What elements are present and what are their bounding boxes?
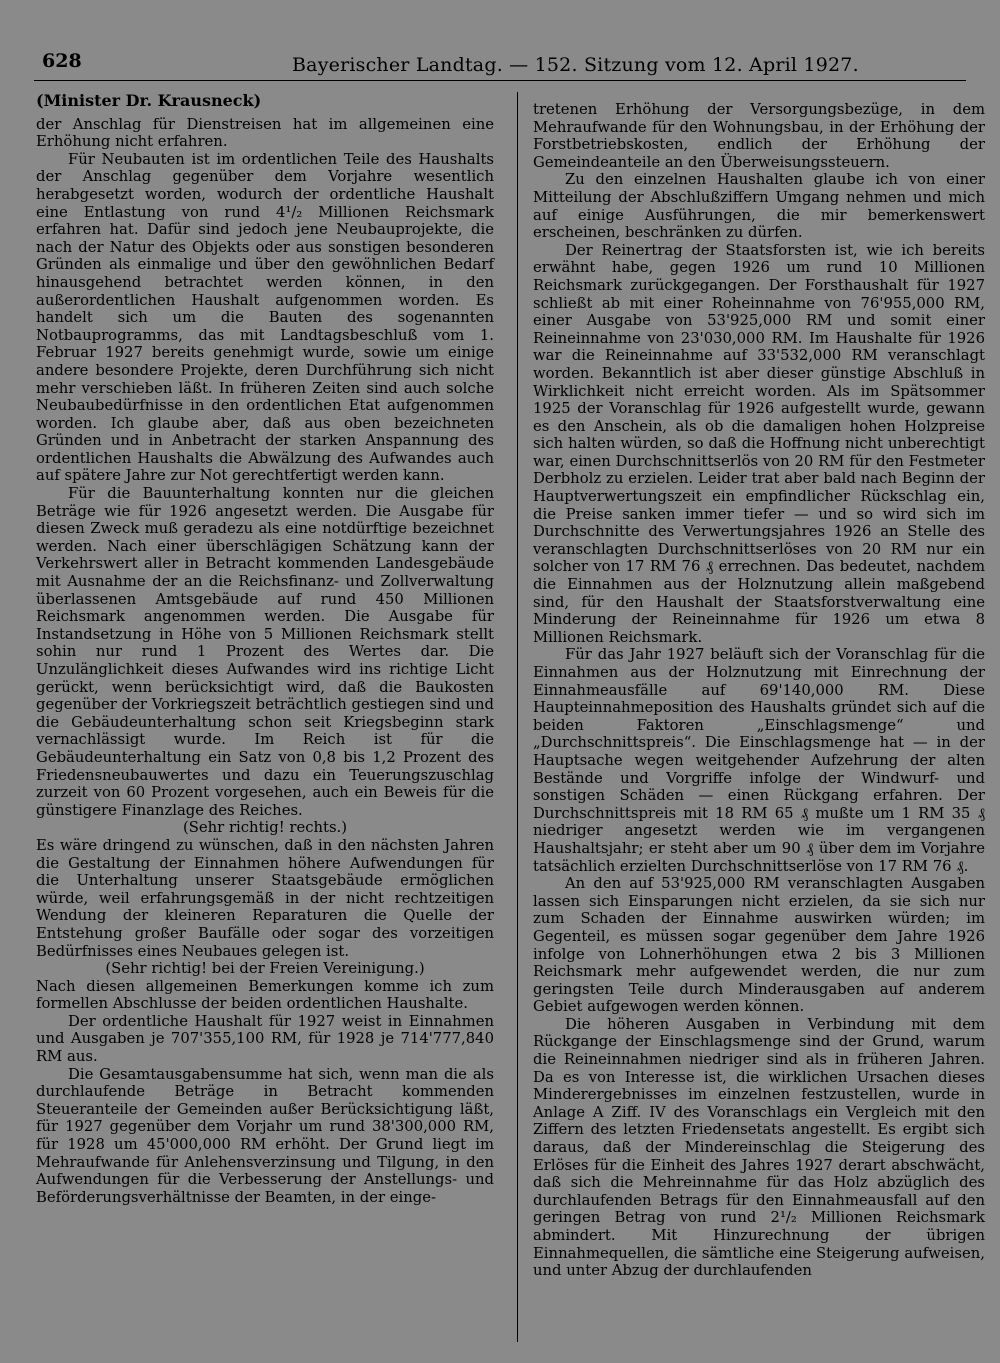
- column-divider: [517, 92, 518, 1342]
- paragraph: Zu den einzelnen Haushalten glaube ich von einer Mitteilung der Abschlußziffern Umgang nehmen und mich auf einige Ausführungen, die mir bemerkenswert erscheinen, beschränken zu dürfen.: [533, 171, 985, 242]
- paragraph: Die höheren Ausgaben in Verbindung mit dem Rückgange der Einschlagsmenge sind der Grund, warum die Reineinnahmen niedriger sind als in früheren Jahren. Da es von Interesse ist, die wirklichen Ursachen dieses Minderergebnisses im einzelnen festzustellen, wurde in Anlage A Ziff. IV des Voranschlags ein Vergleich mit den Ziffern des letzten Friedensetats angestellt. Es ergibt sich daraus, daß der Mindereinschlag die Steigerung des Erlöses für die Einheit des Jahres 1927 derart abschwächt, daß sich die Mehreinnahme für das Holz abzüglich des durchlaufenden Betrags für den Einnahmeausfall auf den geringen Betrag von rund 2¹/₂ Millionen Reichsmark abmindert. Mit Hinzurechnung der übrigen Einnahmequellen, die sämtliche eine Steigerung aufweisen, und unter Abzug der durchlaufenden: [533, 1015, 985, 1280]
- interjection: (Sehr richtig! rechts.): [182, 819, 348, 837]
- paragraph: Für Neubauten ist im ordentlichen Teile des Haushalts der Anschlag gegenüber dem Vorjahre wesentlich herabgesetzt worden, wodurch der ordentliche Haushalt eine Entlastung von rund 4¹/₂ Millionen Reichsmark erfahren hat. Dafür sind jedoch jene Neubauprojekte, die nach der Natur des Objekts oder aus sonstigen besonderen Gründen als einmalige und über den gewöhnlichen Bedarf hinausgehend betrachtet werden können, in den außerordentlichen Haushalt aufgenommen worden. Es handelt sich um die Bauten des sogenannten Notbauprogramms, das mit Landtagsbeschluß vom 1. Februar 1927 bereits genehmigt wurde, sowie um einige andere besondere Projekte, deren Durchführung sich nicht mehr verschieben läßt. In früheren Zeiten sind auch solche Neubaubedürfnisse in den ordentlichen Etat aufgenommen worden. Ich glaube aber, daß aus oben bezeichneten Gründen und in Anbetracht der starken Anspannung des ordentlichen Haushalts die Abwälzung des Aufwandes auch auf spätere Jahre zur Not gerechtfertigt werden kann.: [36, 150, 494, 485]
- left-column: [36, 92, 494, 1206]
- right-column: [533, 101, 985, 1280]
- paragraph: Es wäre dringend zu wünschen, daß in den nächsten Jahren die Gestaltung der Einnahmen höhere Aufwendungen für die Unterhaltung unserer Staatsgebäude ermöglichen würde, weil erfahrungsgemäß in der nicht rechtzeitigen Wendung der kleineren Reparaturen die Quelle der Entstehung großer Baufälle oder sogar des vorzeitigen Bedürfnisses eines Neubaues gelegen ist.: [36, 836, 494, 960]
- paragraph: An den auf 53'925,000 RM veranschlagten Ausgaben lassen sich Einsparungen nicht erzielen, da sie sich nur zum Schaden der Einnahme auswirken würden; im Gegenteil, es müssen sogar gegenüber dem Jahre 1926 infolge von Lohnerhöhungen etwa 2 bis 3 Millionen Reichsmark mehr aufgewendet werden, die nur zum geringsten Teile durch Minderausgaben auf anderem Gebiet aufgewogen werden können.: [533, 875, 985, 1016]
- paragraph: Der ordentliche Haushalt für 1927 weist in Einnahmen und Ausgaben je 707'355,100 RM, für 1928 je 714'777,840 RM aus.: [36, 1012, 494, 1066]
- speaker-label: (Minister Dr. Krausneck): [36, 91, 262, 110]
- page-number: 628: [42, 50, 82, 72]
- paragraph: tretenen Erhöhung der Versorgungsbezüge, in dem Mehraufwande für den Wohnungsbau, in der Erhöhung der Forstbetriebskosten, endlich der Erhöhung der Gemeindeanteile an den Überweisungssteuern.: [533, 101, 985, 171]
- page-header: [34, 50, 966, 81]
- paragraph: der Anschlag für Dienstreisen hat im allgemeinen eine Erhöhung nicht erfahren.: [36, 115, 494, 151]
- running-title: Bayerischer Landtag. — 152. Sitzung vom 12. April 1927.: [292, 54, 859, 76]
- paragraph: Die Gesamtausgabensumme hat sich, wenn man die als durchlaufende Beträge in Betracht kommenden Steueranteile der Gemeinden außer Berücksichtigung läßt, für 1927 gegenüber dem Vorjahr um rund 38'300,000 RM, für 1928 um 45'000,000 RM erhöht. Der Grund liegt im Mehraufwande für Anlehensverzinsung und Tilgung, in den Aufwendungen für die Verbesserung der Anstellungs- und Beförderungsverhältnisse der Beamten, in der einge-: [36, 1065, 494, 1206]
- interjection: (Sehr richtig! bei der Freien Vereinigung.): [105, 960, 425, 978]
- paragraph: Für das Jahr 1927 beläuft sich der Voranschlag für die Einnahmen aus der Holznutzung mit Einrechnung der Einnahmeausfälle auf 69'140,000 RM. Diese Haupteinnahmeposition des Haushalts gründet sich auf die beiden Faktoren „Einschlagsmenge“ und „Durchschnittspreis“. Die Einschlagsmenge hat — in der Hauptsache wegen weitgehender Aufzehrung der alten Bestände und Vorgriffe infolge der Windwurf- und sonstigen Schäden — einen Rückgang erfahren. Der Durchschnittspreis mit 18 RM 65 ₰ mußte um 1 RM 35 ₰ niedriger angesetzt werden wie im vergangenen Haushaltsjahr; er steht aber um 90 ₰ über dem im Vorjahre tatsächlich erzielten Durchschnittserlöse von 17 RM 76 ₰.: [533, 646, 985, 875]
- paragraph: Der Reinertrag der Staatsforsten ist, wie ich bereits erwähnt habe, gegen 1926 um rund 10 Millionen Reichsmark zurückgegangen. Der Forsthaushalt für 1927 schließt ab mit einer Roheinnahme von 76'955,000 RM, einer Ausgabe von 53'925,000 RM und somit einer Reineinnahme von 23'030,000 RM. Im Haushalte für 1926 war die Reineinnahme auf 33'532,000 RM veranschlagt worden. Bekanntlich ist aber dieser günstige Abschluß in Wirklichkeit nicht erreicht worden. Als im Spätsommer 1925 der Voranschlag für 1926 aufgestellt wurde, gewann es den Anschein, als ob die damaligen hohen Holzpreise sich halten würden, so daß die Hoffnung nicht unberechtigt war, einen Durchschnittserlös von 20 RM für den Festmeter Derbholz zu erzielen. Leider trat aber bald nach Beginn der Hauptverwertungszeit ein empfindlicher Rückschlag ein, die Preise sanken immer tiefer — und so wird sich im Durchschnitte des Verwertungsjahres 1926 an Stelle des veranschlagten Durchschnittserlöses von 20 RM nur ein solcher von 17 RM 76 ₰ errechnen. Das bedeutet, nachdem die Einnahmen aus der Holznutzung allein maßgebend sind, für den Haushalt der Staatsforstverwaltung eine Minderung der Reineinnahme für 1926 um etwa 8 Millionen Reichsmark.: [533, 241, 985, 646]
- paragraph: Für die Bauunterhaltung konnten nur die gleichen Beträge wie für 1926 angesetzt werden. Die Ausgabe für diesen Zweck muß geradezu als eine notdürftige bezeichnet werden. Nach einer überschlägigen Schätzung kann der Verkehrswert aller in Betracht kommenden Landesgebäude mit Ausnahme der an die Reichsfinanz- und Zollverwaltung überlassenen Amtsgebäude auf rund 450 Millionen Reichsmark angenommen werden. Die Ausgabe für Instandsetzung in Höhe von 5 Millionen Reichsmark stellt sohin nur rund 1 Prozent des Wertes dar. Die Unzulänglichkeit dieses Aufwandes wird ins richtige Licht gerückt, wenn berücksichtigt wird, daß die Baukosten gegenüber der Vorkriegszeit beträchtlich gestiegen sind und die Gebäudeunterhaltung schon seit Kriegsbeginn stark vernachlässigt wurde. Im Reich ist für die Gebäudeunterhaltung ein Satz von 0,8 bis 1,2 Prozent des Friedensneubauwertes und dazu ein Teuerungszuschlag zurzeit von 60 Prozent vorgesehen, auch ein Beweis für die günstigere Finanzlage des Reiches.: [36, 485, 494, 819]
- paragraph: Nach diesen allgemeinen Bemerkungen komme ich zum formellen Abschlusse der beiden ordentlichen Haushalte.: [36, 977, 494, 1013]
